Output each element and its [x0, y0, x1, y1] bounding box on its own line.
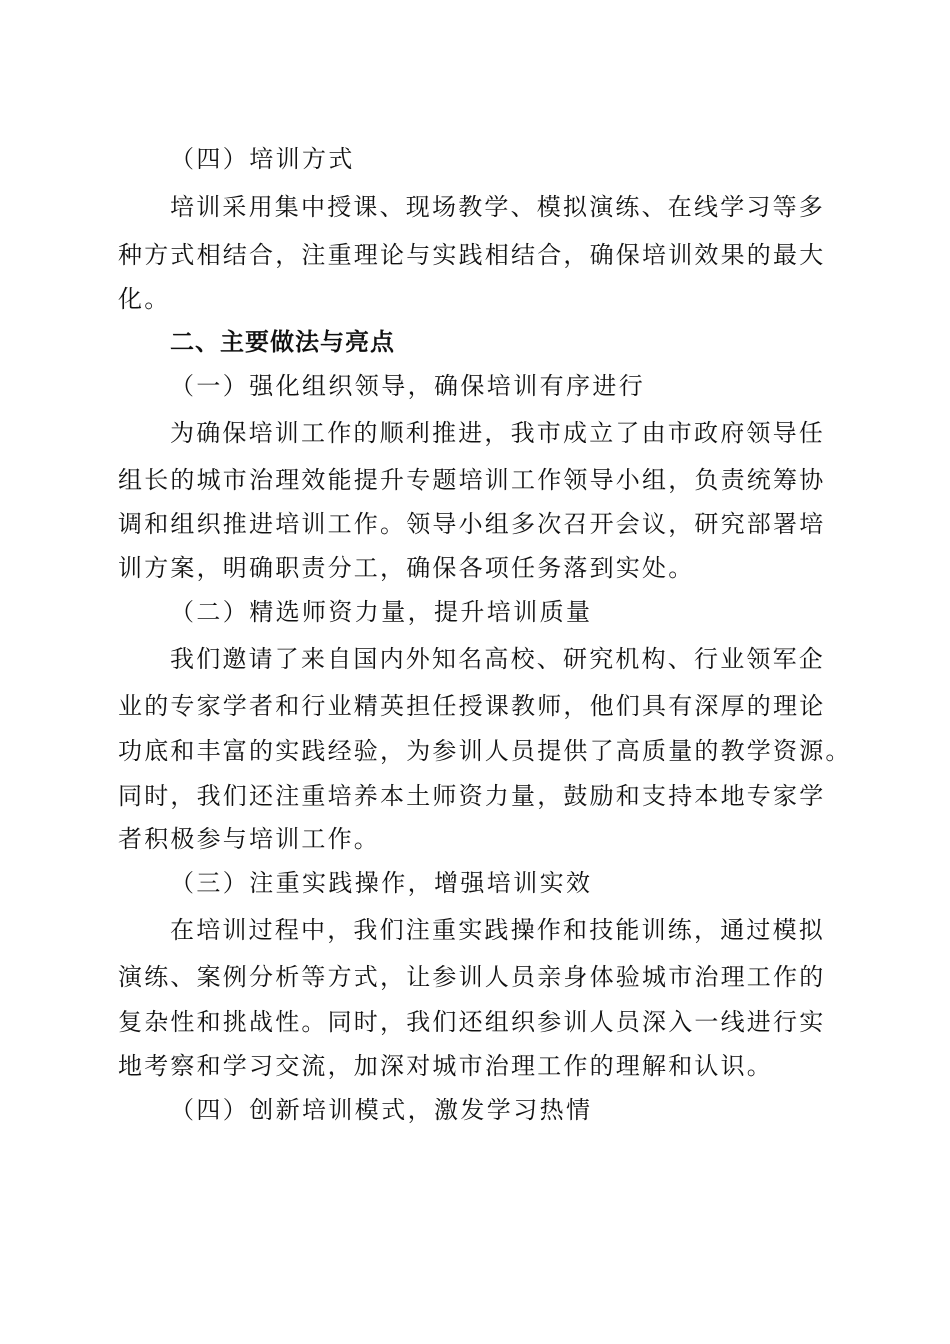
paragraph-line: 业的专家学者和行业精英担任授课教师，他们具有深厚的理论 [118, 692, 826, 720]
paragraph-line: 在培训过程中，我们注重实践操作和技能训练，通过模拟 [170, 916, 825, 944]
paragraph-line: 我们邀请了来自国内外知名高校、研究机构、行业领军企 [170, 645, 825, 673]
paragraph-line: 地考察和学习交流，加深对城市治理工作的理解和认识。 [118, 1052, 773, 1080]
paragraph-line: 调和组织推进培训工作。领导小组多次召开会议，研究部署培 [118, 510, 826, 538]
paragraph-line: 同时，我们还注重培养本土师资力量，鼓励和支持本地专家学 [118, 782, 826, 810]
paragraph-line: 培训采用集中授课、现场教学、模拟演练、在线学习等多 [170, 193, 825, 221]
paragraph-line: 化。 [118, 285, 171, 313]
subsection-heading-leadership: （一）强化组织领导，确保培训有序进行 [170, 372, 646, 400]
paragraph-line: 演练、案例分析等方式，让参训人员亲身体验城市治理工作的 [118, 963, 826, 991]
paragraph-line: 复杂性和挑战性。同时，我们还组织参训人员深入一线进行实 [118, 1008, 826, 1036]
paragraph-line: 为确保培训工作的顺利推进，我市成立了由市政府领导任 [170, 419, 825, 447]
section-heading-main-practices: 二、主要做法与亮点 [170, 328, 395, 356]
subsection-heading-faculty: （二）精选师资力量，提升培训质量 [170, 598, 593, 626]
paragraph-line: 种方式相结合，注重理论与实践相结合，确保培训效果的最大 [118, 241, 826, 269]
subsection-heading-practice: （三）注重实践操作，增强培训实效 [170, 869, 593, 897]
section-heading-training-method: （四）培训方式 [170, 145, 355, 173]
subsection-heading-innovation: （四）创新培训模式，激发学习热情 [170, 1096, 593, 1124]
paragraph-line: 者积极参与培训工作。 [118, 825, 380, 853]
paragraph-line: 训方案，明确职责分工，确保各项任务落到实处。 [118, 554, 695, 582]
paragraph-line: 功底和丰富的实践经验，为参训人员提供了高质量的教学资源。 [118, 737, 852, 765]
paragraph-line: 组长的城市治理效能提升专题培训工作领导小组，负责统筹协 [118, 466, 826, 494]
